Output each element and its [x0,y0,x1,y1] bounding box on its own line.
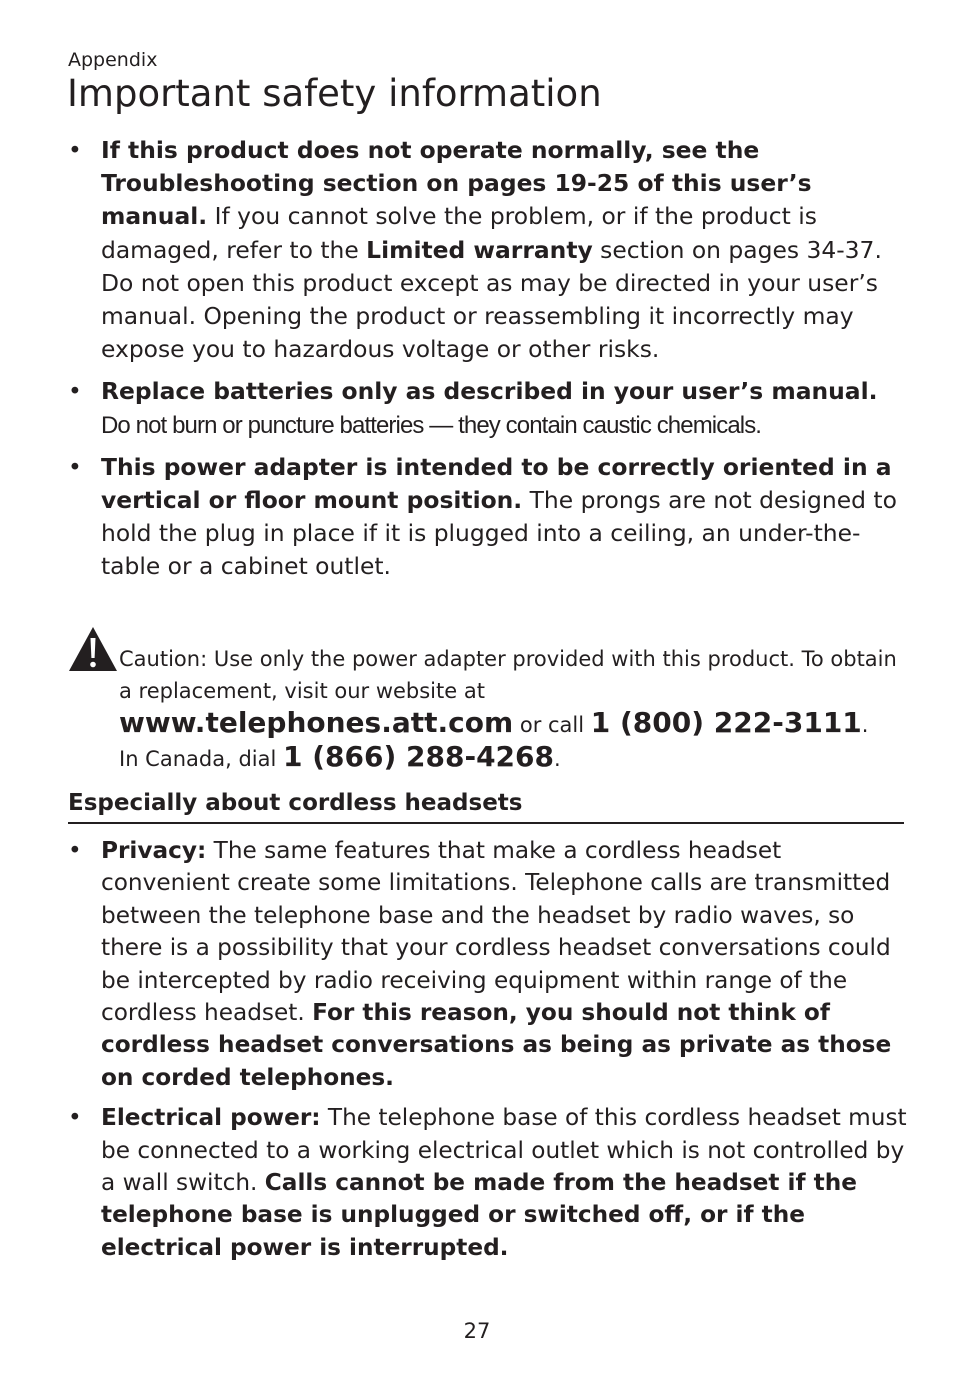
caution-label-text: Caution: Use only the power adapter provided with this product. To obtain a replacement, visit our website at [119,647,897,703]
list-item [68,1102,908,1264]
bullet-text: The telephone base of this cordless headset must be connected to a working electrical outlet which is not controlled by a wall switch. [101,1104,907,1197]
bullet-bold-text: Calls cannot be made from the headset if the telephone base is unplugged or switched off, or if the electrical power is interrupted. [101,1169,857,1261]
or-call-text: or call [513,713,591,737]
website-link[interactable]: www.telephones.att.com [119,706,514,739]
section-label: Appendix [68,49,158,71]
bullet-dot: • [68,136,82,164]
safety-bullet-list [68,134,908,593]
headset-bullet-list [68,835,908,1272]
list-item [68,375,908,441]
period-text: . [861,713,869,737]
caution-text [119,626,908,775]
bullet-dot: • [68,837,82,864]
bullet-bold-text: Electrical power: [101,1104,321,1132]
canada-text: In Canada, dial [119,747,283,771]
bullet-bold-text: Replace batteries only as described in your user’s manual. [101,377,878,406]
bullet-bold-text: For this reason, you should not think of cordless headset conversations as being as private as those on corded telephones. [101,999,892,1091]
list-item [68,451,908,584]
bullet-bold-text: If this product does not operate normally, see the Troubleshooting section on pages 19-25 of this user’s manual. [101,136,812,231]
bullet-dot: • [68,377,82,406]
list-item [68,134,908,366]
canada-phone-number: 1 (866) 288-4268 [282,740,555,773]
bullet-bold-text: This power adapter is intended to be correctly oriented in a vertical or floor mount position. [101,452,892,515]
bullet-text: If you cannot solve the problem, or if the product is damaged, refer to the [101,202,817,264]
limited-warranty-text: Limited warranty [366,235,593,264]
us-phone-number: 1 (800) 222-3111 [590,706,862,739]
bullet-text: The same features that make a cordless headset convenient create some limitations. Telephone calls are transmitted between the telephone base and the headset by radio waves, so there is a possibility that your cordless headset conversations could be intercepted by radio receiving equipment within range of the cordless headset. [101,837,891,1027]
bullet-text: The prongs are not designed to hold the plug in place if it is plugged into a ceiling, an under-the-table or a cabinet outlet. [101,486,897,581]
caution-notice [68,626,908,775]
bullet-dot: • [68,452,82,481]
section-heading: Especially about cordless headsets [68,786,904,824]
bullet-text: Do not burn or puncture batteries — they contain caustic chemicals. [101,411,762,439]
page-title: Important safety information [67,72,602,115]
period-text: . [554,747,561,771]
page-number: 27 [463,1319,491,1343]
bullet-text: section on pages 34-37. Do not open this product except as may be directed in your user’s manual. Opening the product or reassembling it incorrectly may expose you to hazardous voltage or other risks. [101,235,882,364]
warning-triangle-icon [68,626,118,672]
bullet-bold-text: Privacy: [101,837,207,864]
bullet-dot: • [68,1104,82,1132]
list-item [68,835,908,1094]
